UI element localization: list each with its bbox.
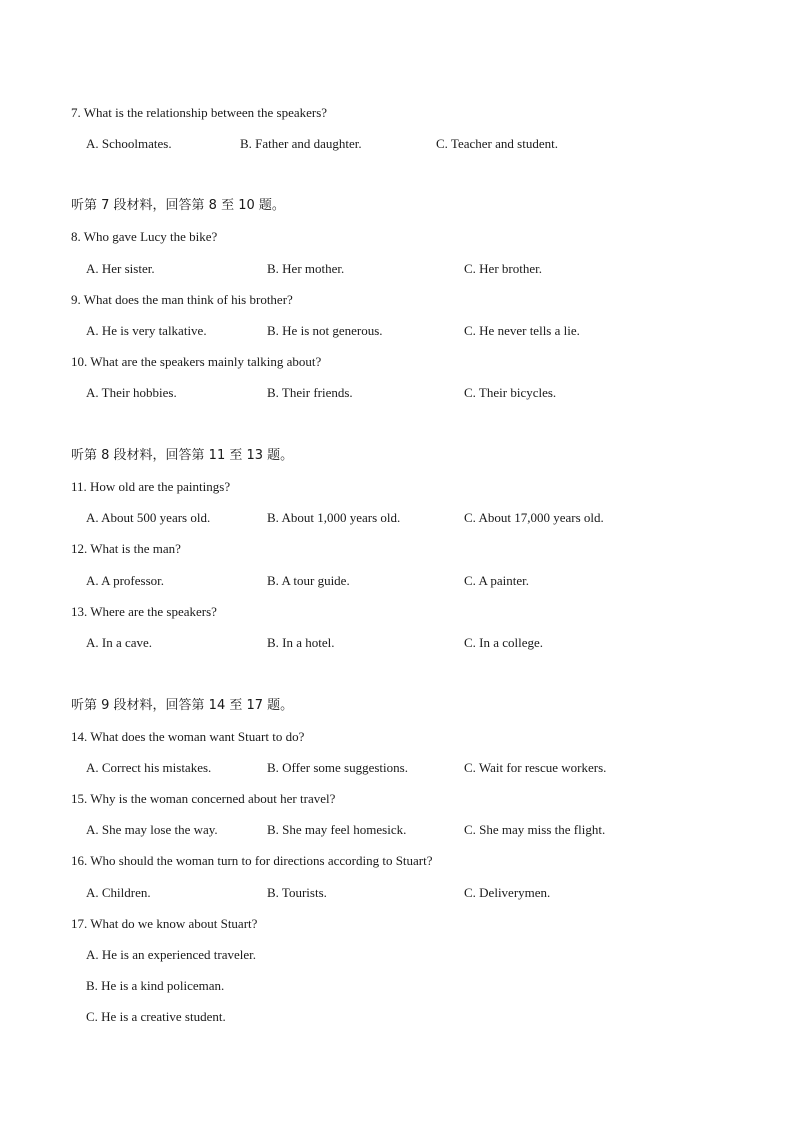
q16-option-b: B. Tourists.: [267, 885, 327, 900]
q7-option-b: B. Father and daughter.: [240, 136, 362, 151]
q14-option-a: A. Correct his mistakes.: [86, 760, 212, 775]
q16-option-a: A. Children.: [86, 885, 151, 900]
q8-option-c: C. Her brother.: [464, 261, 542, 276]
q15-option-a: A. She may lose the way.: [86, 822, 218, 837]
q10-option-b: B. Their friends.: [267, 385, 353, 400]
q14-option-b: B. Offer some suggestions.: [267, 760, 408, 775]
question-10: 10. What are the speakers mainly talking about?: [71, 354, 322, 369]
question-9: 9. What does the man think of his brother?: [71, 292, 293, 307]
q11-option-a: A. About 500 years old.: [86, 510, 211, 525]
question-7: 7. What is the relationship between the speakers?: [71, 105, 328, 120]
question-11: 11. How old are the paintings?: [71, 479, 231, 494]
q15-option-b: B. She may feel homesick.: [267, 822, 407, 837]
q12-option-a: A. A professor.: [86, 573, 164, 588]
q11-option-b: B. About 1,000 years old.: [267, 510, 401, 525]
question-8: 8. Who gave Lucy the bike?: [71, 229, 218, 244]
q7-option-c: C. Teacher and student.: [436, 136, 558, 151]
q11-option-c: C. About 17,000 years old.: [464, 510, 604, 525]
q16-option-c: C. Deliverymen.: [464, 885, 551, 900]
question-13: 13. Where are the speakers?: [71, 604, 217, 619]
q9-option-b: B. He is not generous.: [267, 323, 383, 338]
section-heading-9: 听第 9 段材料，回答第 14 至 17 题。: [71, 698, 294, 713]
q9-option-a: A. He is very talkative.: [86, 323, 207, 338]
q13-option-a: A. In a cave.: [86, 635, 153, 650]
q17-option-c: C. He is a creative student.: [86, 1009, 226, 1024]
question-16: 16. Who should the woman turn to for directions according to Stuart?: [71, 853, 433, 868]
q17-option-b: B. He is a kind policeman.: [86, 978, 225, 993]
q8-option-b: B. Her mother.: [267, 261, 345, 276]
q14-option-c: C. Wait for rescue workers.: [464, 760, 607, 775]
q10-option-c: C. Their bicycles.: [464, 385, 557, 400]
question-12: 12. What is the man?: [71, 541, 181, 556]
q8-option-a: A. Her sister.: [86, 261, 155, 276]
q12-option-c: C. A painter.: [464, 573, 529, 588]
question-14: 14. What does the woman want Stuart to do?: [71, 729, 305, 744]
section-heading-8: 听第 8 段材料，回答第 11 至 13 题。: [71, 448, 294, 463]
question-15: 15. Why is the woman concerned about her travel?: [71, 791, 336, 806]
q15-option-c: C. She may miss the flight.: [464, 822, 606, 837]
q13-option-c: C. In a college.: [464, 635, 544, 650]
q12-option-b: B. A tour guide.: [267, 573, 350, 588]
q7-option-a: A. Schoolmates.: [86, 136, 172, 151]
q9-option-c: C. He never tells a lie.: [464, 323, 580, 338]
q17-option-a: A. He is an experienced traveler.: [86, 947, 257, 962]
q13-option-b: B. In a hotel.: [267, 635, 335, 650]
section-heading-7: 听第 7 段材料，回答第 8 至 10 题。: [71, 198, 285, 213]
question-17: 17. What do we know about Stuart?: [71, 916, 258, 931]
q10-option-a: A. Their hobbies.: [86, 385, 177, 400]
